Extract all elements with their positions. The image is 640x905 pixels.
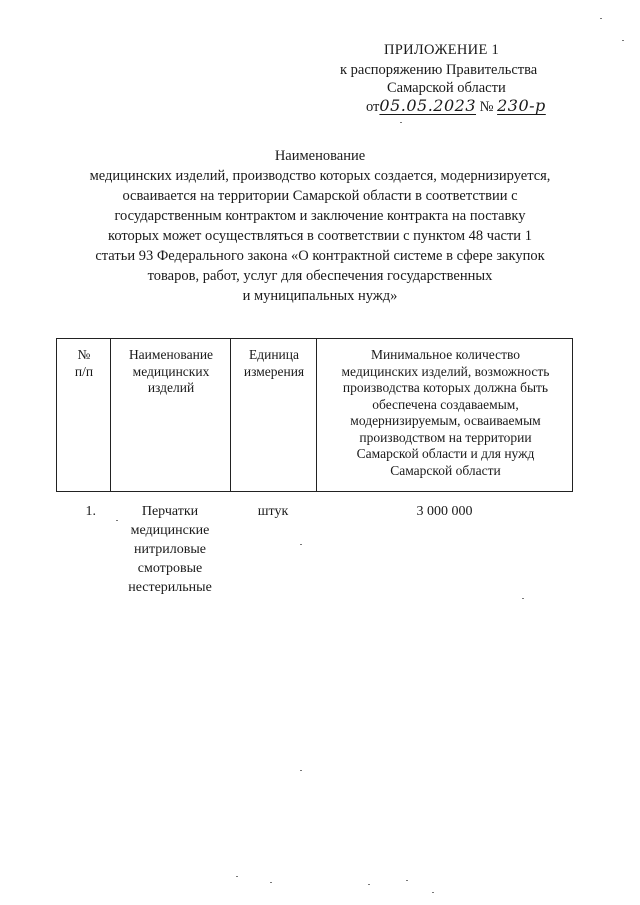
title-line: медицинских изделий, производство которых создается, модернизируется,	[89, 168, 551, 184]
title-line: и муниципальных нужд»	[242, 288, 398, 304]
handwritten-date: 05.05.2023	[379, 96, 477, 115]
header-unit: Единица измерения	[243, 347, 305, 379]
document-title	[60, 146, 580, 306]
handwritten-number: 230-р	[497, 96, 546, 115]
title-line: осваивается на территории Самарской области в соответствии с	[122, 188, 518, 204]
title-line: государственным контрактом и заключение контракта на поставку	[114, 208, 526, 224]
table-row	[56, 492, 573, 602]
title-line: которых может осуществляться в соответствии с пунктом 48 части 1	[108, 228, 532, 244]
header-product-name: Наименование медицинских изделий	[128, 347, 214, 395]
header-number: № п/п	[74, 347, 94, 379]
appendix-title: ПРИЛОЖЕНИЕ 1	[384, 42, 500, 58]
title-line: статьи 93 Федерального закона «О контрактной системе в сфере закупок	[95, 248, 545, 264]
appendix-date-number-line	[366, 96, 546, 117]
row-product-name: Перчатки медицинские нитриловые смотровые нестерильные	[128, 504, 212, 595]
medical-products-table	[56, 338, 573, 602]
number-prefix: №	[479, 99, 494, 115]
appendix-order-line: к распоряжению Правительства	[340, 62, 538, 78]
table-header-row	[56, 338, 573, 492]
title-line: товаров, работ, услуг для обеспечения государственных	[147, 268, 493, 284]
row-number: 1.	[85, 504, 96, 519]
row-unit: штук	[257, 504, 289, 519]
appendix-region-line: Самарской области	[387, 80, 506, 96]
title-line: Наименование	[274, 148, 366, 164]
row-quantity: 3 000 000	[416, 504, 473, 519]
date-prefix: от	[366, 99, 380, 115]
header-min-quantity: Минимальное количество медицинских изделий, возможность производства которых должна быть обеспечена создаваемым, модернизируемым, осваиваемым производством на территории Самарской области и для нужд Самарской области	[341, 347, 550, 478]
